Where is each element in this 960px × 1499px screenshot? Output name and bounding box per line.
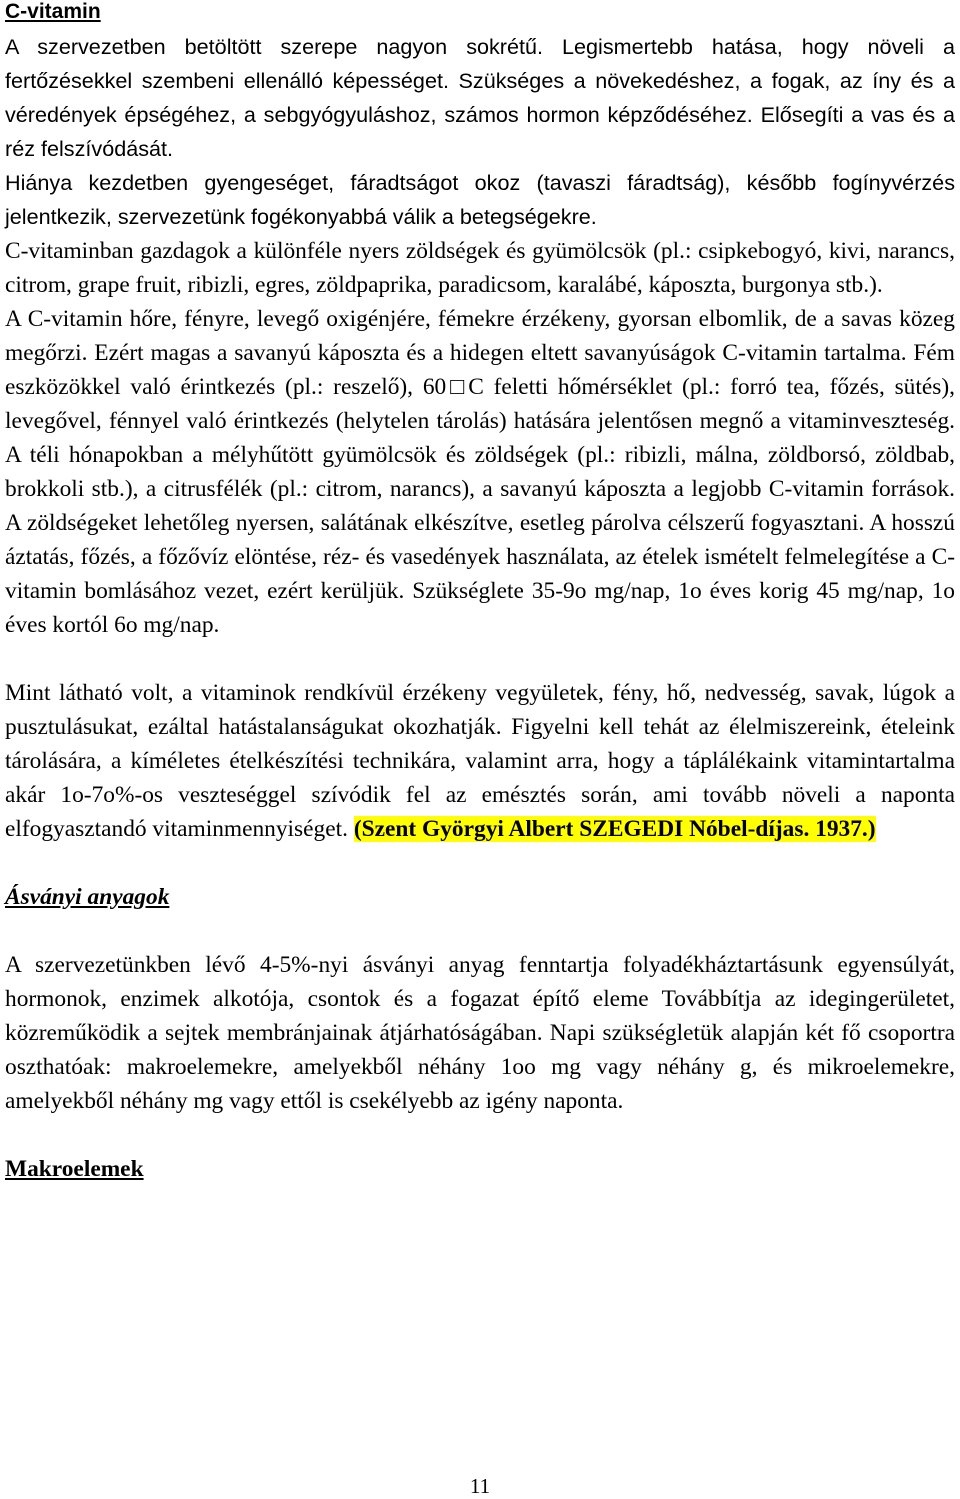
paragraph-deficiency: Hiánya kezdetben gyengeséget, fáradtságot okoz (tavaszi fáradtság), később fogínyvérzés jelentkezik, szervezetünk fogékonyabbá válik a betegségekre. (5, 170, 955, 229)
page-number: 11 (469, 1474, 491, 1498)
paragraph-role: A szervezetben betöltött szerepe nagyon sokrétű. Legismertebb hatása, hogy növeli a fertőzésekkel szembeni ellenálló képességet. Szükséges a növekedéshez, a fogak, az íny és a véredények épségéhez, a sebgyógyuláshoz, számos hormon képződéséhez. Elősegíti a vas és a réz felszívódását. (5, 34, 955, 161)
paragraph-summary (5, 676, 955, 846)
paragraph-sensitivity: A C-vitamin hőre, fényre, levegő oxigénjére, fémekre érzékeny, gyorsan elbomlik, de a savas közeg megőrzi. Ezért magas a savanyú káposzta és a hidegen eltett savanyúságok C-vitamin tartalma. Fém eszközökkel való érintkezés (pl.: reszelő), 60□C feletti hőmérséklet (pl.: forró tea, főzés, sütés), levegővel, fénnyel való érintkezés (helytelen tárolás) hatására jelentősen megnő a vitaminveszteség. A téli hónapokban a mélyhűtött gyümölcsök és zöldségek (pl.: ribizli, málna, zöldborsó, zöldbab, brokkoli stb.), a citrusfélék (pl.: citrom, narancs), a savanyú káposzta a legjobb C-vitamin források. A zöldségeket lehetőleg nyersen, salátának elkészítve, esetleg párolva célszerű fogyasztani. A hosszú áztatás, főzés, a főzővíz elöntése, réz- és vasedények használata, az ételek ismételt felmelegítése a C-vitamin bomlásához vezet, ezért kerüljük. Szükséglete 35-9o mg/nap, 1o éves korig 45 mg/nap, 1o éves kortól 6o mg/nap. (5, 306, 955, 638)
highlighted-citation: (Szent Györgyi Albert SZEGEDI Nóbel-díjas. 1937.) (353, 816, 876, 842)
document-page (5, 0, 955, 1186)
paragraph-minerals: A szervezetünkben lévő 4-5%-nyi ásványi anyag fenntartja folyadékháztartásunk egyensúlyát, hormonok, enzimek alkotója, csontok és a fogazat építő eleme Továbbítja az idegingerületet, közreműködik a sejtek membránjainak átjárhatóságában. Napi szükségletük alapján két fő csoportra oszthatóak: makroelemekre, amelyekből néhány 1oo mg vagy néhány g, és mikroelemekre, amelyekből néhány mg vagy ettől is csekélyebb az igény naponta. (5, 952, 955, 1114)
paragraph-sources: C-vitaminban gazdagok a különféle nyers zöldségek és gyümölcsök (pl.: csipkebogyó, kivi, narancs, citrom, grape fruit, ribizli, egres, zöldpaprika, paradicsom, karalábé, káposzta, burgonya stb.). (5, 238, 955, 298)
summary-text: Mint látható volt, a vitaminok rendkívül érzékeny vegyületek, fény, hő, nedvesség, savak, lúgok a pusztulásukat, ezáltal hatástalanságukat okozhatják. Figyelni kell tehát az élelmiszereink, ételeink tárolására, a kíméletes ételkészítési technikára, valamint arra, hogy a táplálékaink vitamintartalma akár 1o-7o%-os veszteséggel szívódik fel az emésztés során, ami tovább növeli a naponta elfogyasztandó vitaminmennyiséget. (5, 680, 955, 842)
section-title: C-vitamin (5, 0, 101, 23)
minerals-heading: Ásványi anyagok (5, 884, 170, 910)
macroelements-heading: Makroelemek (5, 1156, 144, 1182)
